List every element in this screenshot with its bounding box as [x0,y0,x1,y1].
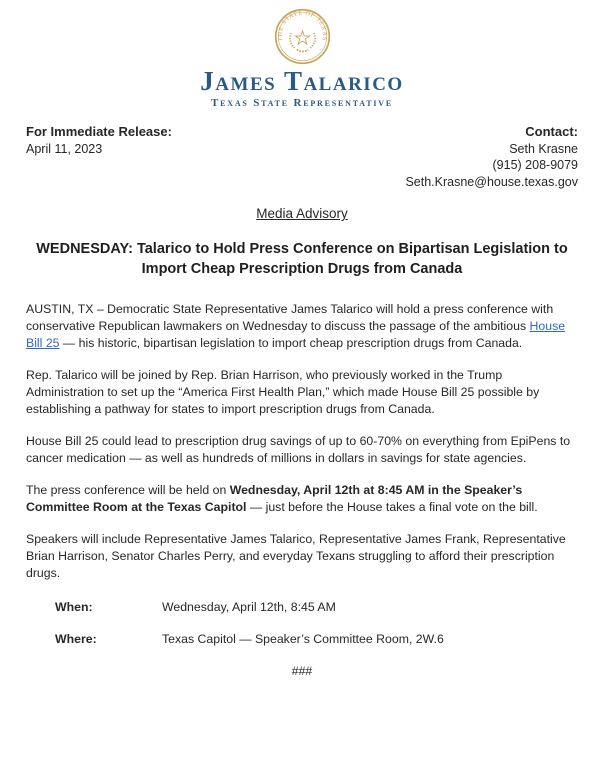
house-bill-25-link[interactable]: House Bill 25 [26,319,566,350]
seal-wreath-bottom [296,50,307,52]
representative-title: Texas State Representative [210,97,394,109]
paragraph-1-text-after: — his historic, bipartisan legislation to import cheap prescription drugs from Canada. [59,336,523,350]
contact-phone: (915) 208-9079 [492,158,578,172]
release-date: April 11, 2023 [26,141,103,156]
headline: WEDNESDAY: Talarico to Hold Press Conference on Bipartisan Legislation to Import Cheap Prescription Drugs from Canada [36,241,568,277]
media-advisory-label: Media Advisory [256,206,348,221]
release-label: For Immediate Release: [26,124,172,139]
paragraph-4-text-after: — just before the House takes a final vote on the bill. [246,500,538,514]
seal-wreath-left [289,33,294,48]
contact-block [405,124,578,190]
seal-wreath-right [310,33,315,48]
release-block [26,124,172,190]
contact-label: Contact: [525,124,578,139]
end-mark: ### [291,664,313,678]
paragraph-4-event-details: Wednesday, April 12th at 8:45 AM in the Speaker’s Committee Room at the Texas Capitol [26,483,523,514]
paragraph-1 [26,301,578,352]
paragraph-5: Speakers will include Representative James Talarico, Representative James Frank, Representative Brian Harrison, Senator Charles Perry, and everyday Texans struggling to afford their prescription drugs. [26,532,566,580]
where-label: Where: [55,632,97,646]
texas-state-seal-icon [274,8,331,65]
seal-text: THE STATE OF TEXAS [277,10,327,42]
paragraph-3: House Bill 25 could lead to prescription drug savings of up to 60-70% on everything from EpiPens to cancer medication — as well as hundreds of millions in dollars in savings for state agencies. [26,434,571,465]
paragraph-2: Rep. Talarico will be joined by Rep. Brian Harrison, who previously worked in the Trump Administration to set up the “America First Health Plan,” which made House Bill 25 possible by establishing a pathway for states to import prescription drugs from Canada. [26,368,540,416]
contact-email: Seth.Krasne@house.texas.gov [405,174,578,189]
where-row [55,632,604,646]
when-row [55,600,604,614]
body-copy [0,301,604,582]
paragraph-1-text: AUSTIN, TX – Democratic State Representative James Talarico will hold a press conference with conservative Republican lawmakers on Wednesday to discuss the passage of the ambitious [26,302,554,333]
seal-star-icon [295,31,309,44]
event-details [0,600,604,646]
meta-row [0,124,604,190]
when-value: Wednesday, April 12th, 8:45 AM [162,600,336,614]
media-advisory-heading [0,206,604,221]
paragraph-4-text: The press conference will be held on [26,483,230,497]
contact-name: Seth Krasne [509,141,578,156]
where-value: Texas Capitol — Speaker’s Committee Room, 2W.6 [162,632,444,646]
paragraph-4 [26,482,578,516]
representative-name: James Talarico [200,66,404,96]
when-label: When: [55,600,93,614]
